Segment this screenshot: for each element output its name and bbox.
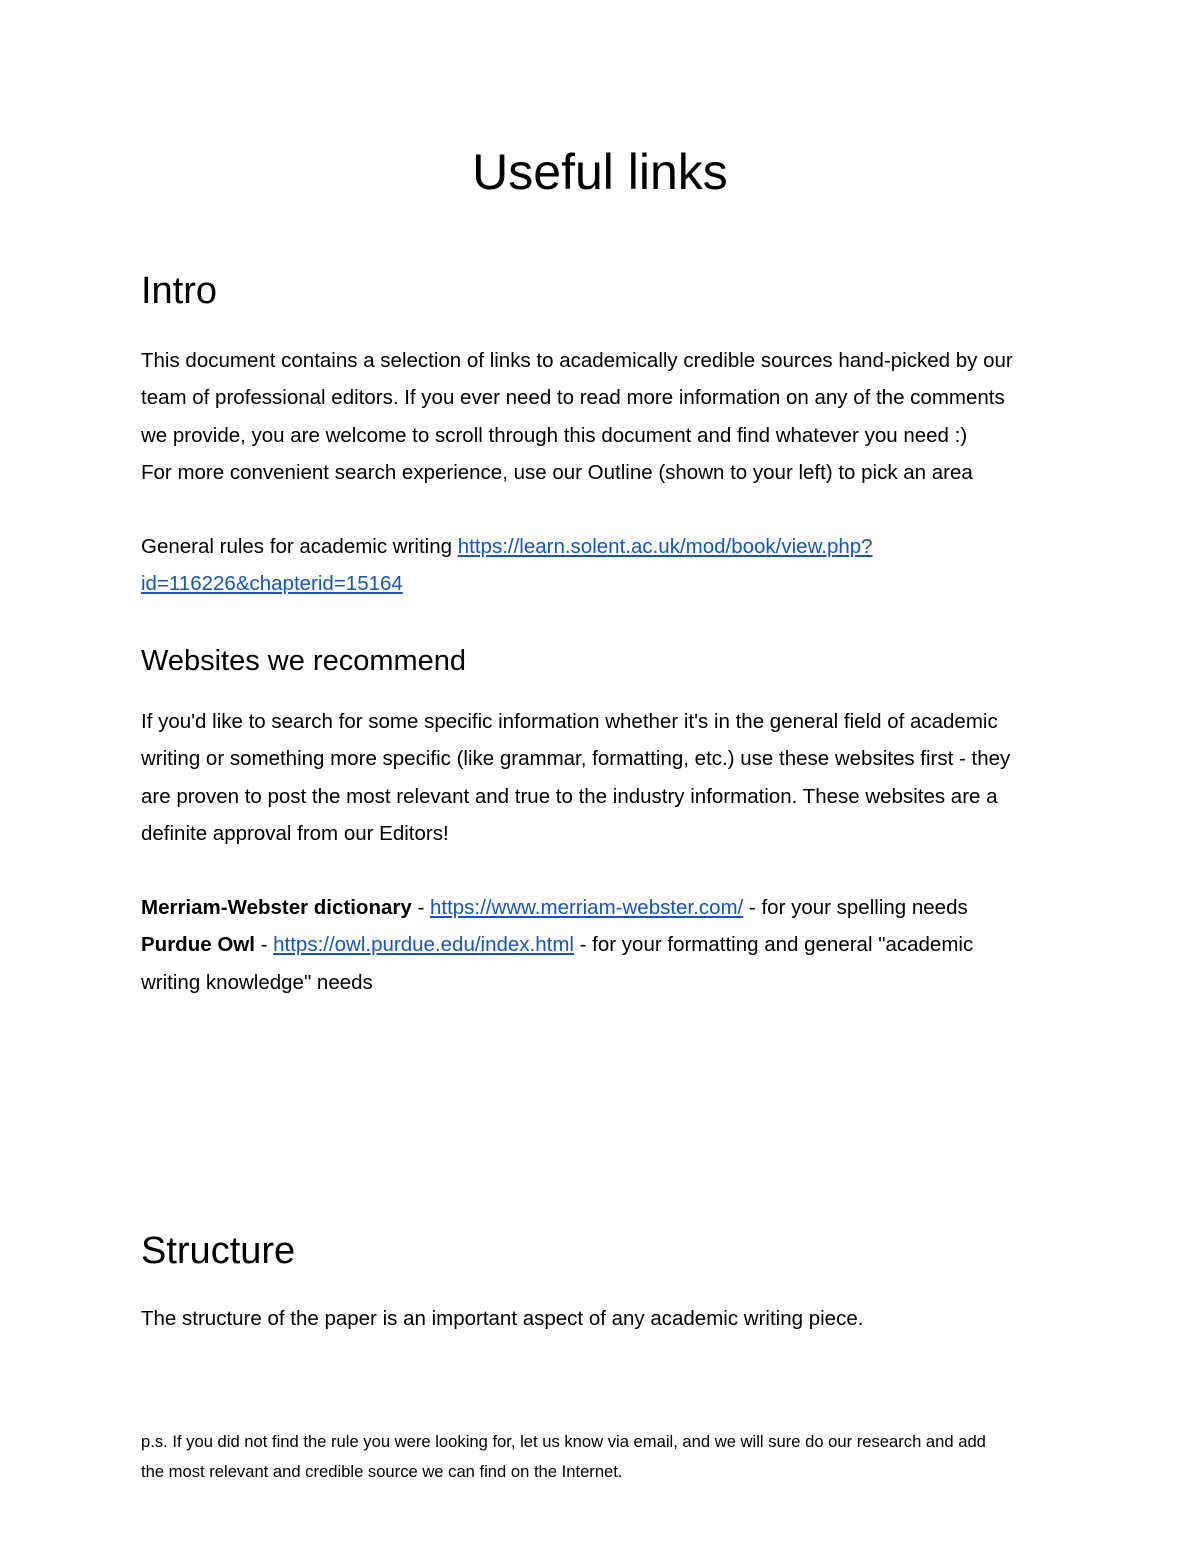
ps-line: p.s. If you did not find the rule you were looking for, let us know via email, and we will sure do our research and add [141, 1432, 986, 1451]
intro-paragraph [141, 342, 1071, 491]
websites-paragraph [141, 703, 1071, 852]
structure-heading: Structure [141, 1230, 296, 1272]
website-description: - for your formatting and general "academic [573, 933, 974, 957]
merriam-webster-link[interactable]: https://www.merriam-webster.com/ [429, 896, 744, 919]
ps-note [141, 1427, 1071, 1487]
general-rules-label: General rules for academic writing [141, 535, 458, 558]
websites-line: writing or something more specific (like grammar, formatting, etc.) use these websites first - they [141, 747, 1011, 771]
separator: - [254, 933, 274, 957]
general-rules-link-continued[interactable]: id=116226&chapterid=15164 [141, 572, 403, 596]
purdue-owl-link[interactable]: https://owl.purdue.edu/index.html [273, 933, 574, 957]
list-item [141, 889, 1071, 926]
websites-line: If you'd like to search for some specific information whether it's in the general field of academic [141, 710, 998, 733]
general-rules-link[interactable]: https://learn.solent.ac.uk/mod/book/view.php? [457, 535, 873, 558]
website-description: - for your spelling needs [743, 896, 968, 919]
intro-heading: Intro [141, 270, 218, 312]
general-rules-paragraph [141, 528, 1071, 603]
website-name: Purdue Owl [141, 933, 255, 957]
intro-line: we provide, you are welcome to scroll through this document and find whatever you need :) [141, 423, 968, 447]
intro-line: team of professional editors. If you ever need to read more information on any of the comments [141, 386, 1005, 410]
intro-line: For more convenient search experience, use our Outline (shown to your left) to pick an area [141, 460, 973, 484]
ps-line: the most relevant and credible source we can find on the Internet. [141, 1462, 623, 1481]
websites-line: are proven to post the most relevant and true to the industry information. These websites are a [141, 784, 998, 808]
list-item [141, 926, 1071, 963]
recommended-websites-list [141, 889, 1071, 1001]
website-name: Merriam-Webster dictionary [141, 896, 412, 919]
websites-line: definite approval from our Editors! [141, 821, 449, 845]
document-title: Useful links [472, 144, 728, 200]
structure-paragraph: The structure of the paper is an important aspect of any academic writing piece. [141, 1307, 864, 1330]
separator: - [411, 896, 430, 919]
websites-heading: Websites we recommend [141, 645, 467, 677]
website-description-continued: writing knowledge" needs [141, 970, 373, 994]
intro-line: This document contains a selection of links to academically credible sources hand-picked by our [141, 349, 1013, 372]
